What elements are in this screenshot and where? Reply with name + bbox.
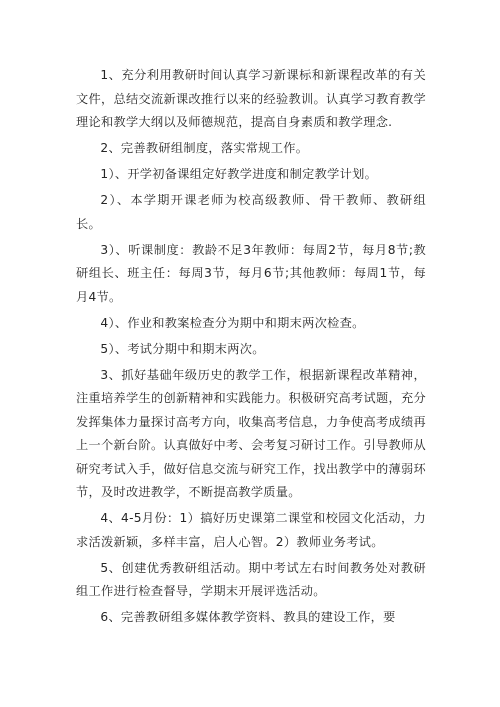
paragraph-homework-check: 4）、作业和教案检查分为期中和期末两次检查。 [100, 315, 365, 330]
paragraph-april-may-activities: 4、4-5月份：1）搞好历史课第二课堂和校园文化活动，力求活泼新颖，多样丰富，启人心智。2）教师业务考试。 [76, 511, 426, 549]
document-body [76, 64, 426, 632]
paragraph-exams: 5）、考试分期中和期末两次。 [100, 341, 265, 356]
paragraph-lesson-observation: 3）、听课制度：教龄不足3年教师：每周2节，每月8节;教研组长、班主任：每周3节，每月6节;其他教师：每周1节，每月4节。 [76, 242, 426, 304]
paragraph-improve-system: 2、完善教研组制度，落实常规工作。 [100, 141, 309, 155]
paragraph-basic-grade-teaching: 3、抓好基础年级历史的教学工作，根据新课程改革精神，注重培养学生的创新精神和实践能力。积极研究高考试题，充分发挥集体力量探讨高考方向，收集高考信息，力争使高考成绩再上一个新台阶。认真做好中考、会考复习研讨工作。引导教师从研究考试入手，做好信息交流与研究工作，找出教学中的薄弱环节，及时改进教学，不断提高教学质量。 [76, 367, 426, 499]
paragraph-multimedia-resources: 6、完善教研组多媒体教学资料、教具的建设工作，要 [100, 610, 396, 624]
paragraph-open-class-teachers: 2）、本学期开课老师为校高级教师、骨干教师、教研组长。 [76, 193, 426, 231]
paragraph-study-new-curriculum: 1、充分利用教研时间认真学习新课标和新课程改革的有关文件，总结交流新课改推行以来的经验教训。认真学习教育教学理论和教学大纲以及师德规范，提高自身素质和教学理念. [76, 68, 426, 129]
paragraph-teaching-plan: 1）、开学初备课组定好教学进度和制定教学计划。 [100, 167, 378, 181]
paragraph-excellent-group: 5、创建优秀教研组活动。期中考试左右时间教务处对教研组工作进行检查督导，学期末开展评选活动。 [76, 560, 426, 598]
